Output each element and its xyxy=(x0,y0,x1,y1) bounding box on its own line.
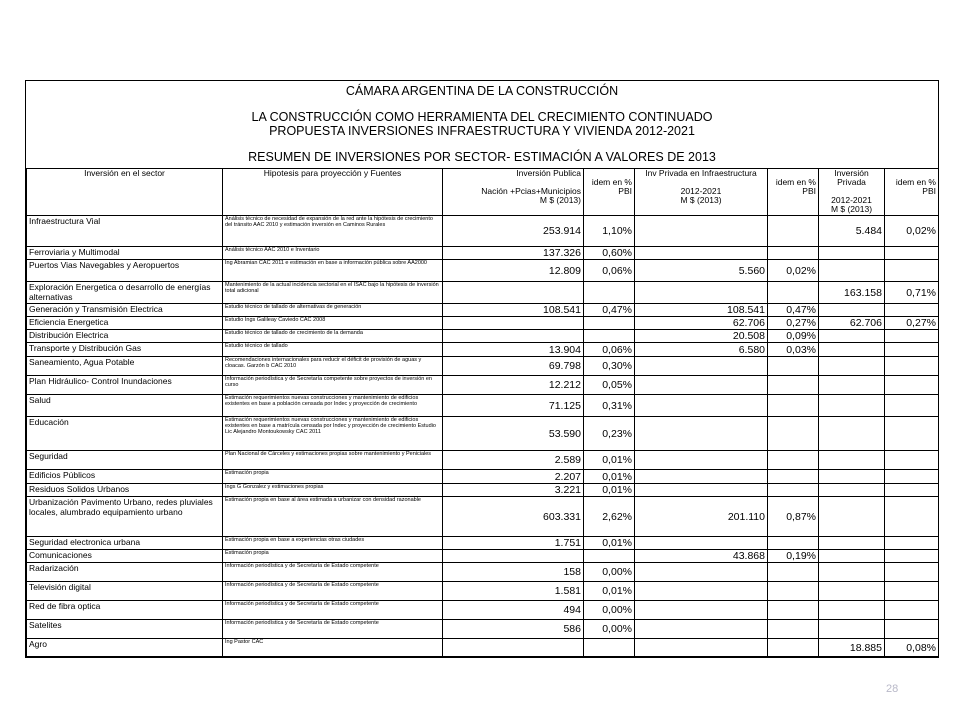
row-public-value: 12.212 xyxy=(443,376,584,395)
row-private-infra-pct: 0,03% xyxy=(768,343,819,357)
row-private-infra-pct xyxy=(768,417,819,451)
row-sector: Televisión digital xyxy=(27,582,223,601)
table-row xyxy=(27,260,939,282)
row-private-infra-pct xyxy=(768,357,819,376)
row-private-value: 62.706 xyxy=(819,317,885,330)
row-private-infra-value: 62.706 xyxy=(635,317,768,330)
row-private-infra-value: 43.868 xyxy=(635,550,768,563)
row-sector: Puertos Vias Navegables y Aeropuertos xyxy=(27,260,223,282)
row-private-infra-pct xyxy=(768,451,819,470)
table-row xyxy=(27,304,939,317)
table-row xyxy=(27,497,939,537)
header-private xyxy=(819,169,885,216)
row-hypothesis: Información periodística y de Secretaría de Estado competente xyxy=(223,620,443,639)
row-private-infra-value xyxy=(635,282,768,304)
row-sector: Educación xyxy=(27,417,223,451)
row-private-pct xyxy=(885,484,939,497)
row-private-value xyxy=(819,417,885,451)
row-sector: Distribución Electrica xyxy=(27,330,223,343)
row-private-infra-pct xyxy=(768,601,819,620)
table-row xyxy=(27,395,939,417)
row-hypothesis: Estudio técnico de tallado xyxy=(223,343,443,357)
row-hypothesis: Ings G Gonzalez y estimaciones propias xyxy=(223,484,443,497)
row-public-value: 253.914 xyxy=(443,216,584,247)
row-private-infra-pct: 0,47% xyxy=(768,304,819,317)
row-private-pct xyxy=(885,343,939,357)
table-row xyxy=(27,417,939,451)
table-row xyxy=(27,537,939,550)
row-public-value: 71.125 xyxy=(443,395,584,417)
row-private-infra-value: 108.541 xyxy=(635,304,768,317)
row-public-pct: 0,47% xyxy=(584,304,635,317)
row-private-value xyxy=(819,376,885,395)
row-public-value xyxy=(443,282,584,304)
row-public-pct: 0,31% xyxy=(584,395,635,417)
row-private-value xyxy=(819,357,885,376)
row-hypothesis: Información periodística y de Secretaría de Estado competente xyxy=(223,582,443,601)
row-private-pct xyxy=(885,304,939,317)
row-private-infra-pct xyxy=(768,395,819,417)
table-row xyxy=(27,247,939,260)
row-private-infra-value: 201.110 xyxy=(635,497,768,537)
header-private-infra xyxy=(635,169,768,216)
row-public-value: 108.541 xyxy=(443,304,584,317)
row-public-pct xyxy=(584,282,635,304)
page-number: 28 xyxy=(886,683,899,695)
header-public-pct xyxy=(584,169,635,216)
table-row xyxy=(27,317,939,330)
header-private-infra-pct xyxy=(768,169,819,216)
row-sector: Ferroviaria y Multimodal xyxy=(27,247,223,260)
row-hypothesis: Recomendaciones internacionales para reducir el déficit de provisión de aguas y cloacas. Garzón b CAC 2010 xyxy=(223,357,443,376)
row-public-value: 586 xyxy=(443,620,584,639)
header-row xyxy=(27,169,939,216)
row-public-value xyxy=(443,639,584,657)
row-private-value xyxy=(819,582,885,601)
row-public-value: 2.207 xyxy=(443,470,584,484)
row-private-value xyxy=(819,497,885,537)
row-private-pct xyxy=(885,563,939,582)
investment-table xyxy=(26,168,939,657)
row-private-infra-value xyxy=(635,470,768,484)
row-private-pct xyxy=(885,357,939,376)
row-private-value: 5.484 xyxy=(819,216,885,247)
row-public-value: 603.331 xyxy=(443,497,584,537)
row-private-infra-pct xyxy=(768,484,819,497)
row-private-infra-pct xyxy=(768,582,819,601)
header-public-sub1: Nación +Pcias+Municipios xyxy=(481,186,581,196)
row-public-pct: 0,00% xyxy=(584,620,635,639)
row-public-value xyxy=(443,330,584,343)
header-public xyxy=(443,169,584,216)
row-sector: Radarización xyxy=(27,563,223,582)
row-public-pct: 1,10% xyxy=(584,216,635,247)
table-row xyxy=(27,620,939,639)
row-public-pct: 0,00% xyxy=(584,601,635,620)
table-row xyxy=(27,330,939,343)
table-row xyxy=(27,601,939,620)
row-private-infra-pct xyxy=(768,563,819,582)
header-private-pct xyxy=(885,169,939,216)
row-public-pct: 0,01% xyxy=(584,582,635,601)
row-private-pct xyxy=(885,470,939,484)
title-line-2: PROPUESTA INVERSIONES INFRAESTRUCTURA Y VIVIENDA 2012-2021 xyxy=(269,124,695,138)
row-public-pct xyxy=(584,317,635,330)
row-private-infra-value xyxy=(635,601,768,620)
row-public-value: 1.751 xyxy=(443,537,584,550)
header-private-infra-title: Inv Privada en Infraestructura xyxy=(645,168,757,178)
row-private-pct xyxy=(885,620,939,639)
header-pbi-label: PBI xyxy=(802,186,816,196)
title-line-3: RESUMEN DE INVERSIONES POR SECTOR- ESTIMACIÓN A VALORES DE 2013 xyxy=(248,150,716,164)
row-private-value xyxy=(819,451,885,470)
row-private-infra-pct xyxy=(768,376,819,395)
row-private-pct xyxy=(885,451,939,470)
row-sector: Seguridad xyxy=(27,451,223,470)
row-private-infra-pct: 0,02% xyxy=(768,260,819,282)
row-private-pct xyxy=(885,601,939,620)
row-sector: Transporte y Distribución Gas xyxy=(27,343,223,357)
table-row xyxy=(27,639,939,657)
header-pct-label: idem en % xyxy=(591,177,632,187)
row-private-infra-value: 5.560 xyxy=(635,260,768,282)
row-public-pct: 0,05% xyxy=(584,376,635,395)
row-public-pct: 0,06% xyxy=(584,343,635,357)
row-hypothesis: Plan Nacional de Cárceles y estimaciones propias sobre mantenimiento y Peniciales xyxy=(223,451,443,470)
table-row xyxy=(27,343,939,357)
row-private-infra-pct xyxy=(768,639,819,657)
table-row xyxy=(27,451,939,470)
row-private-infra-value xyxy=(635,620,768,639)
header-private-sub1: 2012-2021 xyxy=(831,195,872,205)
row-private-value xyxy=(819,484,885,497)
row-private-value xyxy=(819,260,885,282)
table-row xyxy=(27,582,939,601)
row-public-pct: 0,23% xyxy=(584,417,635,451)
investment-summary-sheet xyxy=(25,80,939,658)
org-title: CÁMARA ARGENTINA DE LA CONSTRUCCIÓN xyxy=(345,84,619,98)
row-private-value xyxy=(819,470,885,484)
row-hypothesis: Estudio Ings Galileay Caviedo CAC 2008 xyxy=(223,317,443,330)
row-private-infra-pct: 0,19% xyxy=(768,550,819,563)
row-private-pct: 0,27% xyxy=(885,317,939,330)
row-private-value xyxy=(819,247,885,260)
row-sector: Seguridad electronica urbana xyxy=(27,537,223,550)
row-sector: Comunicaciones xyxy=(27,550,223,563)
row-hypothesis: Estudio técnico de tallado de alternativas de generación xyxy=(223,304,443,317)
row-private-value xyxy=(819,563,885,582)
row-sector: Edificios Públicos xyxy=(27,470,223,484)
row-hypothesis: Estimación propia en base a experiencias otras ciudades xyxy=(223,537,443,550)
row-public-pct xyxy=(584,639,635,657)
row-hypothesis: Ing Pastor CAC xyxy=(223,639,443,657)
row-private-pct xyxy=(885,497,939,537)
row-public-value xyxy=(443,317,584,330)
row-private-pct xyxy=(885,417,939,451)
row-sector: Red de fibra optica xyxy=(27,601,223,620)
title-line-1: LA CONSTRUCCIÓN COMO HERRAMIENTA DEL CRECIMIENTO CONTINUADO xyxy=(251,110,713,124)
row-private-infra-value: 6.580 xyxy=(635,343,768,357)
header-public-sub2: M $ (2013) xyxy=(539,195,581,205)
row-private-infra-value: 20.508 xyxy=(635,330,768,343)
row-sector: Generación y Transmisión Electrica xyxy=(27,304,223,317)
row-sector: Plan Hidráulico- Control Inundaciones xyxy=(27,376,223,395)
row-hypothesis: Análisis técnico de necesidad de expansión de la red ante la hipótesis de crecimiento del tránsito AAC 2010 y estimación inversión en Caminos Rurales xyxy=(223,216,443,247)
row-public-value: 2.589 xyxy=(443,451,584,470)
row-private-infra-pct xyxy=(768,537,819,550)
table-row xyxy=(27,357,939,376)
row-sector: Agro xyxy=(27,639,223,657)
table-row xyxy=(27,563,939,582)
row-private-infra-value xyxy=(635,484,768,497)
header-pbi-label: PBI xyxy=(922,186,936,196)
row-hypothesis: Estimación propia xyxy=(223,470,443,484)
row-private-value: 163.158 xyxy=(819,282,885,304)
row-private-value xyxy=(819,304,885,317)
header-private-title: Inversión Privada xyxy=(834,168,869,187)
row-public-pct: 2,62% xyxy=(584,497,635,537)
row-private-value xyxy=(819,343,885,357)
row-private-infra-value xyxy=(635,582,768,601)
row-hypothesis: Mantenimiento de la actual incidencia sectorial en el ISAC bajo la hipótesis de inversión total adicional xyxy=(223,282,443,304)
row-public-pct: 0,01% xyxy=(584,451,635,470)
row-hypothesis: Ing Abramian CAC 2011 e estimación en base a información pública sobre AA2000 xyxy=(223,260,443,282)
row-private-value xyxy=(819,620,885,639)
header-public-title: Inversión Publica xyxy=(516,168,581,178)
row-hypothesis: Información periodística y de Secretaría de Estado competente xyxy=(223,601,443,620)
row-public-value: 137.326 xyxy=(443,247,584,260)
header-hypothesis: Hipotesis para proyección y Fuentes xyxy=(223,169,443,216)
row-sector: Eficiencia Energetica xyxy=(27,317,223,330)
header-sector: Inversión en el sector xyxy=(27,169,223,216)
row-private-pct xyxy=(885,550,939,563)
row-public-value: 494 xyxy=(443,601,584,620)
row-private-infra-value xyxy=(635,357,768,376)
row-hypothesis: Estimación requerimientos nuevas construcciones y mantenimiento de edificios existentes en base a matrícula censada por Indec y proyección de crecimiento Estudio Lic Alejandro Montoukowsky CAC 2011 xyxy=(223,417,443,451)
row-private-infra-value xyxy=(635,563,768,582)
row-private-pct xyxy=(885,330,939,343)
row-private-infra-pct: 0,27% xyxy=(768,317,819,330)
row-private-infra-value xyxy=(635,247,768,260)
row-private-infra-value xyxy=(635,639,768,657)
row-private-pct xyxy=(885,537,939,550)
row-public-value: 1.581 xyxy=(443,582,584,601)
row-private-infra-pct xyxy=(768,216,819,247)
row-private-value xyxy=(819,395,885,417)
row-private-infra-value xyxy=(635,451,768,470)
row-private-value xyxy=(819,330,885,343)
row-private-infra-value xyxy=(635,417,768,451)
row-private-pct xyxy=(885,247,939,260)
row-public-pct: 0,01% xyxy=(584,484,635,497)
row-private-infra-value xyxy=(635,537,768,550)
row-hypothesis: Estimación requerimientos nuevas construcciones y mantenimiento de edificios existentes en base a población censada por Indec y proyección de crecimiento xyxy=(223,395,443,417)
row-hypothesis: Análisis técnico AAC 2010 e Inventario xyxy=(223,247,443,260)
row-sector: Satelites xyxy=(27,620,223,639)
row-sector: Saneamiento, Agua Potable xyxy=(27,357,223,376)
table-row xyxy=(27,484,939,497)
row-public-value: 53.590 xyxy=(443,417,584,451)
row-private-infra-pct xyxy=(768,282,819,304)
row-private-value xyxy=(819,537,885,550)
row-public-pct: 0,30% xyxy=(584,357,635,376)
row-private-infra-pct: 0,87% xyxy=(768,497,819,537)
row-public-pct: 0,60% xyxy=(584,247,635,260)
header-pbi-label: PBI xyxy=(618,186,632,196)
row-private-infra-pct: 0,09% xyxy=(768,330,819,343)
row-hypothesis: Información periodística y de Secretaría competente sobre proyectos de inversión en curso xyxy=(223,376,443,395)
row-hypothesis: Estudio técnico de tallado de crecimiento de la demanda xyxy=(223,330,443,343)
row-public-pct: 0,01% xyxy=(584,470,635,484)
row-public-value xyxy=(443,550,584,563)
row-private-pct xyxy=(885,582,939,601)
table-row xyxy=(27,216,939,247)
row-public-value: 69.798 xyxy=(443,357,584,376)
row-sector: Infraestructura Vial xyxy=(27,216,223,247)
row-private-value xyxy=(819,601,885,620)
row-private-infra-pct xyxy=(768,470,819,484)
header-private-infra-sub2: M $ (2013) xyxy=(680,195,722,205)
row-private-value: 18.885 xyxy=(819,639,885,657)
row-sector: Exploración Energetica o desarrollo de energías alternativas xyxy=(27,282,223,304)
table-row xyxy=(27,376,939,395)
row-private-value xyxy=(819,550,885,563)
row-public-value: 12.809 xyxy=(443,260,584,282)
row-private-infra-pct xyxy=(768,620,819,639)
table-row xyxy=(27,282,939,304)
row-sector: Salud xyxy=(27,395,223,417)
table-row xyxy=(27,550,939,563)
row-private-pct xyxy=(885,395,939,417)
row-private-pct xyxy=(885,376,939,395)
row-public-pct xyxy=(584,330,635,343)
row-public-value: 3.221 xyxy=(443,484,584,497)
row-private-pct: 0,71% xyxy=(885,282,939,304)
row-public-value: 158 xyxy=(443,563,584,582)
header-pct-label: idem en % xyxy=(775,177,816,187)
row-public-pct: 0,01% xyxy=(584,537,635,550)
table-row xyxy=(27,470,939,484)
row-public-pct xyxy=(584,550,635,563)
row-sector: Urbanización Pavimento Urbano, redes pluviales locales, alumbrado equipamiento urbano xyxy=(27,497,223,537)
row-hypothesis: Estimación propia en base al área estimada a urbanizar con densidad razonable xyxy=(223,497,443,537)
row-private-pct: 0,02% xyxy=(885,216,939,247)
title-block xyxy=(26,81,938,168)
header-private-sub2: M $ (2013) xyxy=(830,204,873,214)
header-pct-label: idem en % xyxy=(895,177,936,187)
row-public-pct: 0,06% xyxy=(584,260,635,282)
row-sector: Residuos Solidos Urbanos xyxy=(27,484,223,497)
row-private-infra-value xyxy=(635,395,768,417)
row-public-pct: 0,00% xyxy=(584,563,635,582)
row-private-infra-value xyxy=(635,216,768,247)
row-private-infra-value xyxy=(635,376,768,395)
row-private-pct: 0,08% xyxy=(885,639,939,657)
row-private-pct xyxy=(885,260,939,282)
row-private-infra-pct xyxy=(768,247,819,260)
row-hypothesis: Información periodística y de Secretaría de Estado competente xyxy=(223,563,443,582)
row-hypothesis: Estimación propia xyxy=(223,550,443,563)
header-private-infra-sub1: 2012-2021 xyxy=(680,186,722,196)
row-public-value: 13.904 xyxy=(443,343,584,357)
